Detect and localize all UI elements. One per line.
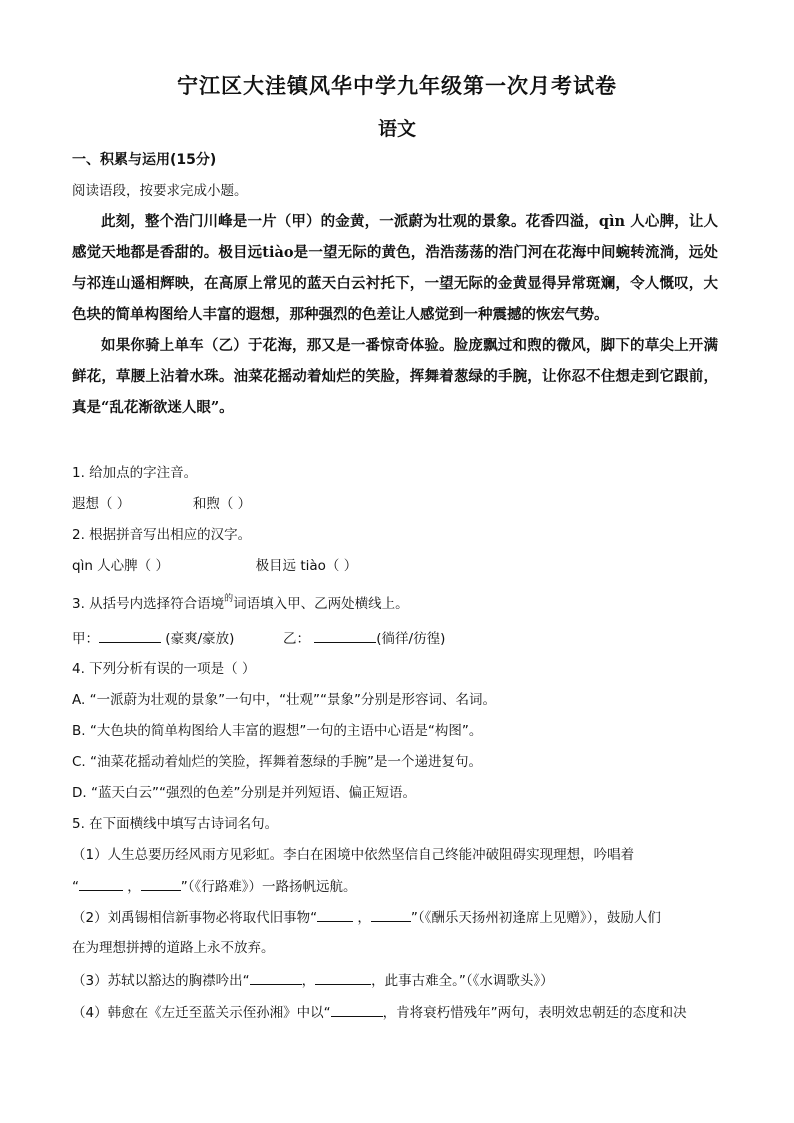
reading-passage <box>72 206 718 423</box>
q5-item-1-line-1: （1）人生总要历经风雨方见彩虹。李白在困境中依然坚信自己终能冲破阻碍实现理想，吟唱着 <box>72 847 635 863</box>
question-4: 4. 下列分析有误的一项是（ ） <box>72 661 256 677</box>
question-2: 2. 根据拼音写出相应的汉字。 <box>72 527 252 543</box>
section-heading: 一、积累与运用(15分) <box>72 152 217 168</box>
q1-item-a: 遐想（ ） <box>72 496 131 512</box>
q5-item-2-line-1: （2）刘禹锡相信新事物必将取代旧事物“ ， ”（《酬乐天扬州初逢席上见赠》），鼓励人们 <box>72 907 661 928</box>
q5-item-1-line-2: “ ， ”（《行路难》）一路扬帆远航。 <box>72 876 357 897</box>
q5-item-3: （3）苏轼以豁达的胸襟吟出“ ， ，此事古难全。”（《水调歌头》） <box>72 970 554 991</box>
q5-3-blank-2[interactable] <box>315 970 371 985</box>
question-1: 1. 给加点的字注音。 <box>72 465 198 481</box>
q5-4-blank-1[interactable] <box>331 1002 383 1017</box>
passage-paragraph-1: 此刻，整个浩门川峰是一片（甲）的金黄，一派蔚为壮观的景象。花香四溢，qìn 人心脾，让人感觉天地都是香甜的。极目远tiào是一望无际的黄色，浩浩荡荡的浩门河在花海中间蜿转流淌，远处与祁连山遥相辉映，在高原上常见的蓝天白云衬托下，一望无际的金黄显得异常斑斓，令人慨叹，大色块的简单构图给人丰富的遐想，那种强烈的色差让人感觉到一种震撼的恢宏气势。 <box>72 213 718 323</box>
q5-1-blank-2[interactable] <box>141 876 181 891</box>
q1-item-b: 和煦（ ） <box>192 496 252 512</box>
q4-option-c: C. “油菜花摇动着灿烂的笑脸，挥舞着葱绿的手腕”是一个递进复句。 <box>72 754 482 770</box>
exam-title: 宁江区大洼镇风华中学九年级第一次月考试卷 <box>177 73 617 98</box>
question-3: 3. 从括号内选择符合语境$^的$词语填入甲、乙两处横线上。 <box>72 594 409 612</box>
q3-blank-jia[interactable] <box>99 628 161 643</box>
q4-option-d: D. “蓝天白云”“强烈的色差”分别是并列短语、偏正短语。 <box>72 785 416 801</box>
q4-option-b: B. “大色块的简单构图给人丰富的遐想”一句的主语中心语是“构图”。 <box>72 723 483 739</box>
q5-2-blank-1[interactable] <box>317 907 353 922</box>
subject-title: 语文 <box>377 118 416 140</box>
q5-item-4: （4）韩愈在《左迁至蓝关示侄孙湘》中以“ ，肯将衰朽惜残年”两句，表明效忠朝廷的态度和决 <box>72 1002 687 1023</box>
section-instruction: 阅读语段，按要求完成小题。 <box>72 183 248 199</box>
q2-item-b: 极目远 tiào（ ） <box>255 558 358 574</box>
q5-2-blank-2[interactable] <box>371 907 411 922</box>
q5-1-blank-1[interactable] <box>79 876 123 891</box>
question-3-answers: 甲： (豪爽/豪放) 乙： (徜徉/彷徨) <box>72 628 445 649</box>
q3-superscript: 的 <box>224 594 234 604</box>
q5-item-2-line-2: 在为理想拼搏的道路上永不放弃。 <box>72 940 275 956</box>
passage-paragraph-2: 如果你骑上单车（乙）于花海，那又是一番惊奇体验。脸庞飘过和煦的微风，脚下的草尖上开满鲜花，草腰上沾着水珠。油菜花摇动着灿烂的笑脸，挥舞着葱绿的手腕，让你忍不住想走到它跟前，真是“乱花渐欲迷人眼”。 <box>72 337 718 416</box>
q5-3-blank-1[interactable] <box>250 970 302 985</box>
question-2-answers <box>72 556 357 576</box>
question-5: 5. 在下面横线中填写古诗词名句。 <box>72 816 279 832</box>
question-1-answers <box>72 494 251 514</box>
q3-blank-yi[interactable] <box>314 628 376 643</box>
q2-item-a: qìn 人心脾（ ） <box>72 558 169 574</box>
q4-option-a: A. “一派蔚为壮观的景象”一句中，“壮观”“景象”分别是形容词、名词。 <box>72 692 497 708</box>
